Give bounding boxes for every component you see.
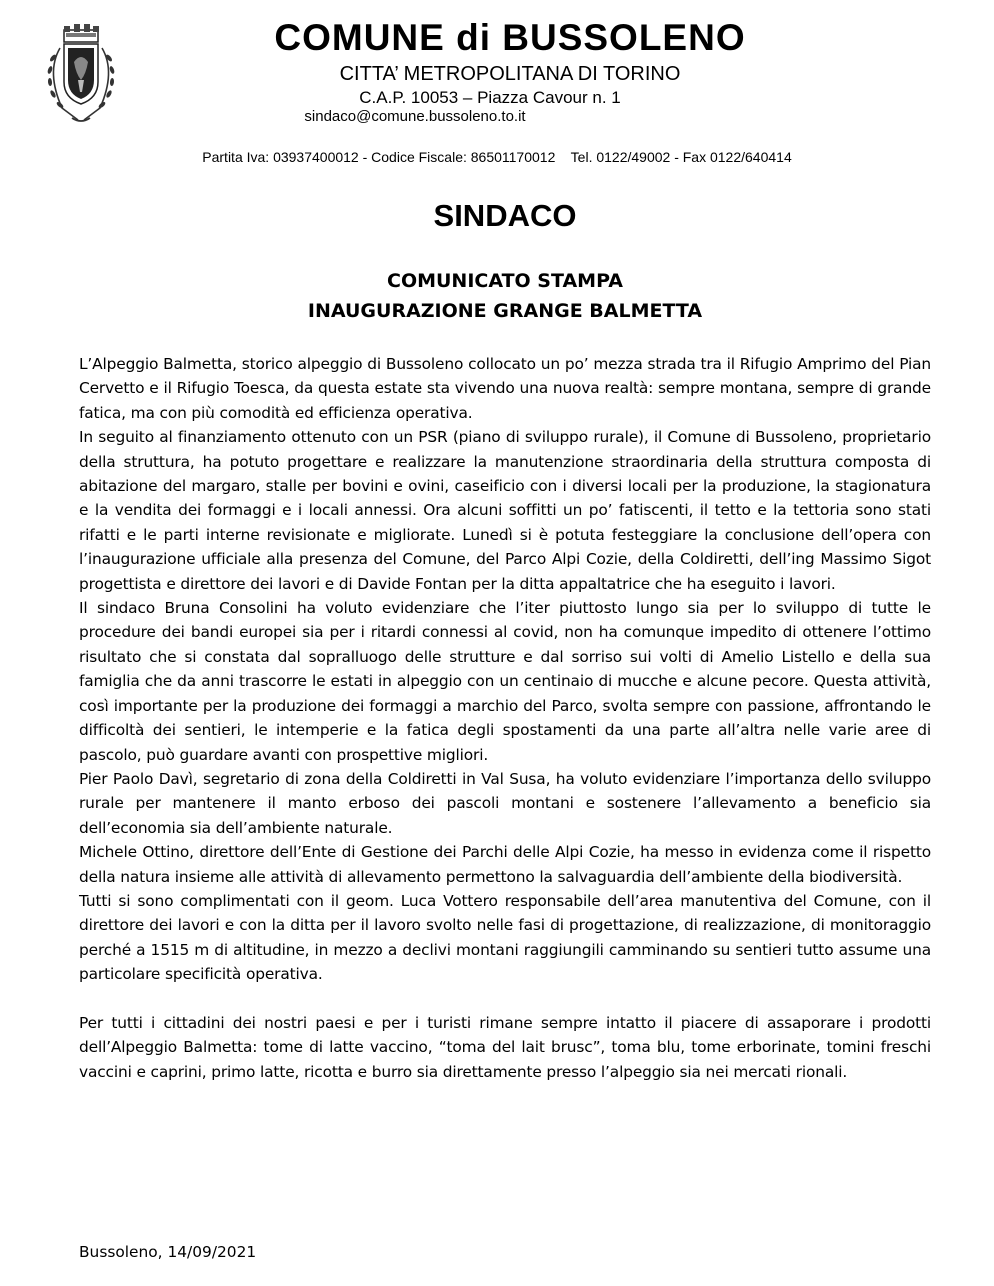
body-paragraph: Michele Ottino, direttore dell’Ente di Gestione dei Parchi delle Alpi Cozie, ha messo in evidenza come il rispetto della natura insieme alle attività di allevamento permettono la salvaguardia dell’ambiente della biodiversità. [79,843,931,886]
press-release-label: COMUNICATO STAMPA [387,270,623,292]
office-heading: SINDACO [433,198,577,233]
press-release-title [0,266,994,326]
body-paragraph: In seguito al finanziamento ottenuto con un PSR (piano di sviluppo rurale), il Comune di Bussoleno, proprietario della struttura, ha potuto progettare e realizzare la manutenzione straordinaria della struttura composta di abitazione del margaro, stalle per bovini e ovini, caseificio con i diversi locali per la produzione, la stagionatura e la vendita dei formaggi e i locali annessi. Ora alcuni soffitti un po’ fatiscenti, il tetto e la tettoria sono stati rifatti e le parti interne revisionate e migliorate. Lunedì si è potuta festeggiare la conclusione dell’opera con l’inaugurazione ufficiale alla presenza del Comune, del Parco Alpi Cozie, della Coldiretti, dell’ing Massimo Sigot progettista e direttore dei lavori e di Davide Fontan per la ditta appaltatrice che ha eseguito i lavori. [79,428,931,593]
body-paragraph: Tutti si sono complimentati con il geom. Luca Vottero responsabile dell’area manutentiva del Comune, con il direttore dei lavori e con la ditta per il lavoro svolto nelle fasi di progettazione, di realizzazione, di monitoraggio perché a 1515 m di altitudine, in mezzo a declivi montani raggiungili camminando su sentieri tutto assume una particolare specificità operativa. [79,891,931,984]
press-release-subject: INAUGURAZIONE GRANGE BALMETTA [307,300,703,322]
letterhead [0,0,994,175]
body-paragraph: Per tutti i cittadini dei nostri paesi e per i turisti rimane sempre intatto il piacere di assaporare i prodotti dell’Alpeggio Balmetta: tome di latte vaccino, “toma del lait brusc”, toma blu, tome erborinate, tomini freschi vaccini e caprini, primo latte, ricotta e burro sia direttamente presso l’alpeggio sia nei mercati rionali. [79,1013,931,1081]
metropolitan-city-line: CITTA’ METROPOLITANA DI TORINO [339,63,681,85]
body-paragraph: Il sindaco Bruna Consolini ha voluto evidenziare che l’iter piuttosto lungo sia per lo sviluppo di tutte le procedure dei bandi europei sia per i ritardi connessi al covid, non ha comunque impedito di ottenere l’ottimo risultato che si constata dal sopralluogo delle strutture e dal sorriso sui volti di Amelio Listello e della sua famiglia che da anni trascorre le estati in alpeggio con un centinaio di mucche e alcune pecore. Questa attività, così importante per la produzione dei formaggi a marchio del Parco, svolta sempre con passione, affrontando le difficoltà dei sentieri, le intemperie e la fatica degli spostamenti da una parte all’altra nelle varie aree di pascolo, può guardare avanti con prospettive migliori. [79,599,931,764]
municipal-crest-icon [38,22,124,126]
email-address: sindaco@comune.bussoleno.to.it [304,108,526,125]
body-paragraph: Pier Paolo Davì, segretario di zona della Coldiretti in Val Susa, ha voluto evidenziare l’importanza dello sviluppo rurale per mantenere il manto erboso dei pascoli montani e sostenere l’allevamento a beneficio sia dell’economia sia dell’ambiente naturale. [79,769,931,837]
place-date-line: Bussoleno, 14/09/2021 [79,1243,257,1261]
address-line: C.A.P. 10053 – Piazza Cavour n. 1 [359,88,621,107]
press-release-body [79,352,931,1084]
body-paragraph: L’Alpeggio Balmetta, storico alpeggio di Bussoleno collocato un po’ mezza strada tra il Rifugio Amprimo del Pian Cervetto e il Rifugio Toesca, da questa estate sta vivendo una nuova realtà: sempre montana, sempre di grande fatica, ma con più comodità ed efficienza operativa. [79,355,931,422]
municipality-title: COMUNE di BUSSOLENO [274,17,746,58]
tax-contact-line: Partita Iva: 03937400012 - Codice Fiscale: 86501170012 Tel. 0122/49002 - Fax 0122/640414 [202,149,792,165]
